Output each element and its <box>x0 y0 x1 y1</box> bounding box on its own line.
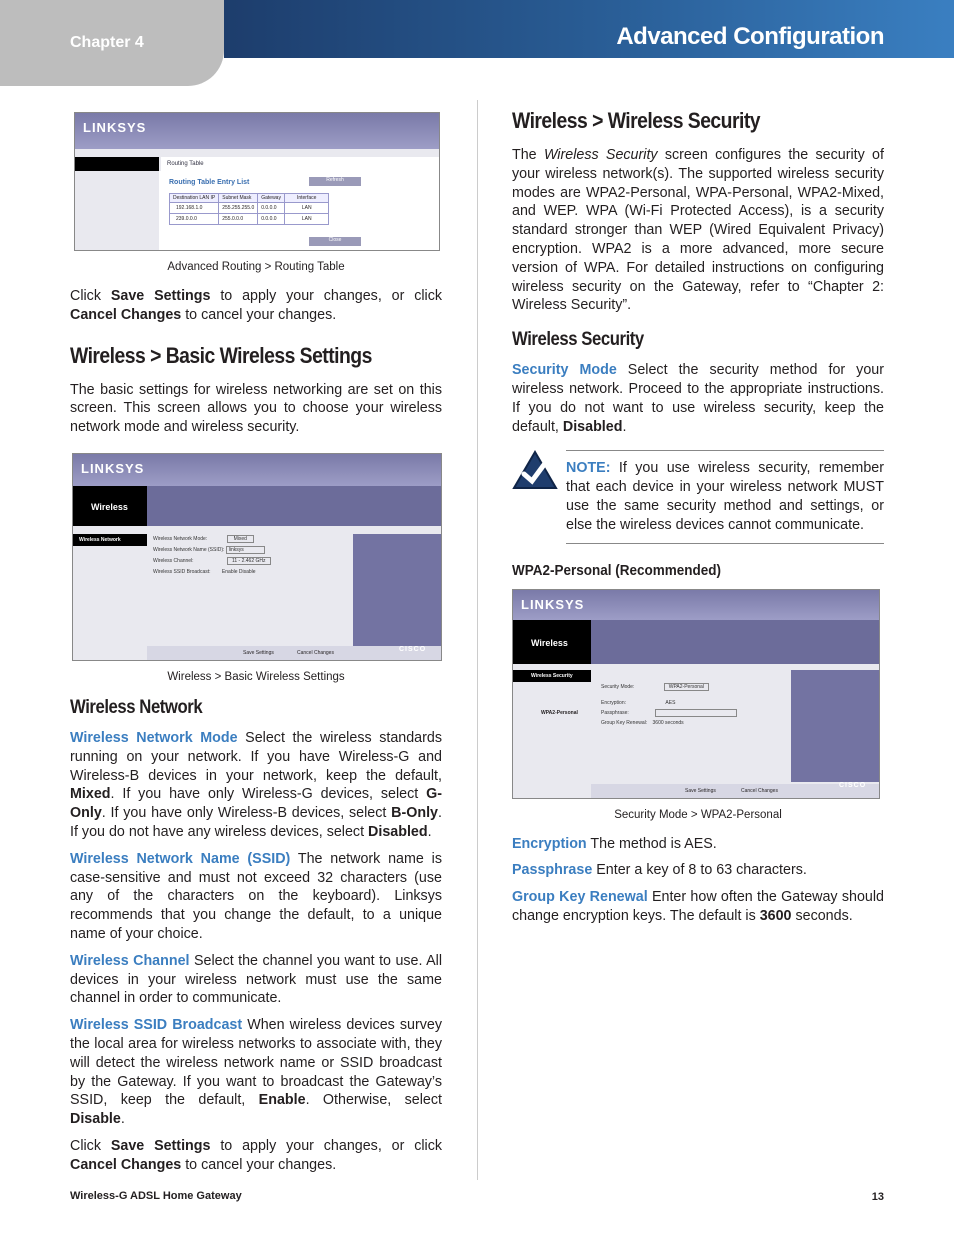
text: . If you do not have any wireless devices, select <box>70 805 442 840</box>
field-label: Passphrase: <box>601 709 629 716</box>
radio-group[interactable]: Enable Disable <box>221 568 256 575</box>
text: Click <box>70 1137 111 1154</box>
col-header: Gateway <box>258 194 285 203</box>
bold-text: G-Only <box>70 786 442 822</box>
cell: LAN <box>284 203 328 214</box>
definition <box>512 861 884 880</box>
text: to cancel your changes. <box>181 306 337 323</box>
text: to apply your changes, or click <box>210 1137 442 1154</box>
term: Passphrase <box>512 862 593 879</box>
text: Enter a key of 8 to 63 characters. <box>592 862 807 879</box>
routing-table-screenshot <box>74 112 440 251</box>
text: . If you have only Wireless-G devices, select <box>110 786 427 803</box>
note-box <box>512 450 884 543</box>
cell: 255.0.0.0 <box>219 214 258 225</box>
select-value[interactable]: Mixed <box>227 535 254 543</box>
checkmark-icon <box>512 450 558 490</box>
left-column <box>70 112 442 1183</box>
bold-text: Disabled <box>562 418 623 435</box>
field-label: Security Mode: <box>601 683 635 690</box>
cancel-changes-button[interactable]: Cancel Changes <box>741 787 778 794</box>
bold-text: Save Settings <box>110 1137 211 1154</box>
text: Select the security method for your wireless network. Proceed to the appropriate instructions. If you do not want to use wireless security, keep the default, <box>512 362 884 435</box>
text: . <box>120 1111 125 1128</box>
note-label: NOTE: <box>566 460 611 477</box>
paragraph <box>70 1137 442 1175</box>
figure-caption: Advanced Routing > Routing Table <box>167 261 345 273</box>
form-fields <box>601 682 791 728</box>
bold-text: Save Settings <box>110 288 211 304</box>
bold-text: Disabled <box>368 823 428 840</box>
definition <box>70 952 442 1008</box>
field-label: Encryption: <box>601 699 627 706</box>
field-label: Wireless Network Mode: <box>153 535 208 542</box>
bold-text: Enable <box>258 1092 306 1109</box>
heading: Wireless > Basic Wireless Settings <box>70 342 372 368</box>
subheading: Wireless Security <box>512 329 644 351</box>
cell: 0.0.0.0 <box>258 203 285 214</box>
chapter-tab <box>0 0 224 86</box>
linksys-logo: LINKSYS <box>83 120 147 135</box>
header-bar <box>224 0 954 58</box>
definition <box>512 835 884 854</box>
text: If you use wireless security, remember that each device in your wireless network MUST use the same security method and settings, or else the wireless devices cannot communicate. <box>566 460 884 533</box>
cell: 192.168.1.0 <box>170 203 219 214</box>
field-label: Wireless Channel: <box>153 557 194 564</box>
table-row <box>170 203 329 214</box>
bold-text: Disable <box>70 1111 121 1128</box>
text: The method is AES. <box>586 835 717 852</box>
bold-text: Mixed <box>70 786 111 803</box>
text: Click <box>70 288 111 304</box>
text: The network name is case-sensitive and must not exceed 32 characters (use any of the characters on the keyboard). Linksys recommends that you change the default, to a unique name of your choice. <box>70 850 442 942</box>
routing-list-title: Routing Table Entry List <box>169 179 250 186</box>
text-input[interactable]: linksys <box>226 546 265 554</box>
definition <box>512 361 884 436</box>
term: Group Key Renewal <box>512 889 648 906</box>
figure-caption: Wireless > Basic Wireless Settings <box>167 670 345 683</box>
bold-text: Cancel Changes <box>70 306 182 323</box>
cell: 0.0.0.0 <box>258 214 285 225</box>
text: to apply your changes, or click <box>210 288 442 304</box>
cell: LAN <box>284 214 328 225</box>
text: . Otherwise, select <box>305 1092 442 1109</box>
text: When wireless devices survey the local area for wireless networks to associate with, they will detect the wireless network name or SSID broadcast by the Gateway. If you want to broadcast the Gateway’s SSID, keep the default, <box>70 1017 442 1109</box>
panel-label: Routing Table <box>161 157 440 171</box>
column-divider <box>477 100 478 1180</box>
text: The <box>512 147 544 163</box>
text: . <box>427 823 432 840</box>
text: . <box>622 418 627 435</box>
subsection-label: Wireless Network <box>73 534 147 546</box>
subheading: WPA2-Personal (Recommended) <box>512 561 722 579</box>
term: Wireless Channel <box>70 952 190 969</box>
term: Security Mode <box>512 362 617 379</box>
col-header: Subnet Mask <box>219 194 258 203</box>
subheading: Wireless Network <box>70 696 203 718</box>
save-settings-button[interactable]: Save Settings <box>243 649 274 656</box>
close-button[interactable]: Close <box>309 237 361 246</box>
field-label: Wireless SSID Broadcast: <box>153 568 211 575</box>
heading: Wireless > Wireless Security <box>512 108 760 133</box>
cisco-logo: CISCO <box>399 645 427 653</box>
bold-text: B-Only <box>391 805 439 822</box>
section-label: Wireless <box>73 486 147 526</box>
cell: 255.255.255.0 <box>219 203 258 214</box>
cell: 239.0.0.0 <box>170 214 219 225</box>
term: Wireless Network Mode <box>70 729 238 746</box>
paragraph: The basic settings for wireless networking are set on this screen. This screen allows you to choose your wireless network mode and wireless security. <box>70 381 442 436</box>
routing-table <box>169 193 329 225</box>
note-text <box>566 450 884 543</box>
value: AES <box>665 699 676 706</box>
paragraph <box>512 146 884 315</box>
italic-text: Wireless Security <box>543 147 658 163</box>
mode-label: WPA2-Personal <box>541 709 578 716</box>
form-fields <box>153 534 353 578</box>
cisco-logo: CISCO <box>839 781 867 789</box>
text: screen configures the security of your wireless network(s). The supported wireless security modes are WPA2-Personal, WPA-Personal, WPA2-Mixed, and WEP. WPA (Wi-Fi Protected Access), is a security standard stronger than WEP (Wired Equivalent Privacy) encryption. WPA2 is a more advanced, more secure version of WPA. For detailed instructions on configuring wireless security on the Gateway, refer to “Chapter 2: Wireless Security”. <box>512 147 884 314</box>
footer-product: Wireless-G ADSL Home Gateway <box>70 1190 242 1202</box>
section-label: Wireless <box>513 620 591 664</box>
figure-caption: Security Mode > WPA2-Personal <box>614 808 782 821</box>
text: . If you have only Wireless-B devices, select <box>101 805 392 822</box>
save-settings-button[interactable]: Save Settings <box>685 787 716 794</box>
wpa2-personal-screenshot <box>512 589 880 799</box>
paragraph <box>70 287 442 325</box>
select-value[interactable]: WPA2-Personal <box>664 683 709 691</box>
text-input[interactable]: 3600 seconds <box>652 719 684 726</box>
definition <box>70 850 442 944</box>
page-number: 13 <box>871 1191 884 1203</box>
text: Select the wireless standards running on your network. If you have Wireless-G and Wireless-B devices in your network, keep the default, <box>70 729 442 784</box>
definition <box>70 729 442 842</box>
basic-wireless-screenshot <box>72 453 442 661</box>
section-title: Advanced Configuration <box>616 23 884 50</box>
text-input[interactable] <box>655 709 737 717</box>
col-header: Interface <box>284 194 328 203</box>
linksys-logo: LINKSYS <box>521 596 585 612</box>
text: seconds. <box>791 907 853 924</box>
refresh-button[interactable]: Refresh <box>309 177 361 186</box>
chapter-label: Chapter 4 <box>70 34 144 51</box>
term: Wireless SSID Broadcast <box>70 1017 243 1034</box>
definition <box>70 1016 442 1129</box>
text: Select the channel you want to use. All devices in your wireless network must use the same channel in order to communicate. <box>70 952 443 1007</box>
bold-text: 3600 <box>759 907 792 924</box>
cancel-changes-button[interactable]: Cancel Changes <box>297 649 334 656</box>
definition <box>512 888 884 926</box>
term: Encryption <box>512 835 587 852</box>
bold-text: Cancel Changes <box>70 1156 182 1173</box>
select-value[interactable]: 11 - 2.462 GHz <box>227 557 271 565</box>
right-column <box>512 92 884 934</box>
table-row <box>170 214 329 225</box>
col-header: Destination LAN IP <box>170 194 219 203</box>
text: to cancel your changes. <box>181 1156 337 1173</box>
field-label: Group Key Renewal: <box>601 719 648 726</box>
field-label: Wireless Network Name (SSID): <box>153 546 225 553</box>
text: Enter how often the Gateway should change encryption keys. The default is <box>512 889 884 924</box>
subsection-label: Wireless Security <box>513 670 591 682</box>
linksys-logo: LINKSYS <box>81 460 145 476</box>
term: Wireless Network Name (SSID) <box>70 850 291 867</box>
